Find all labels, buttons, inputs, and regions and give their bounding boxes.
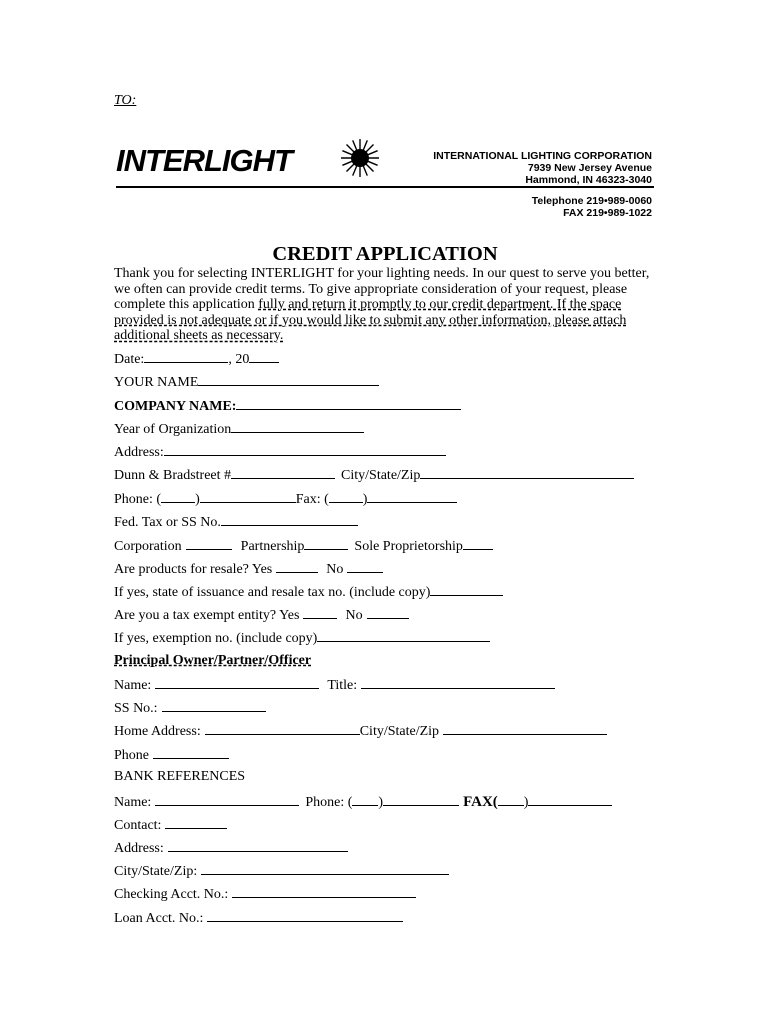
bank-address-label: Address: [114, 841, 164, 856]
resale-tax-field[interactable] [430, 583, 503, 596]
year-org-field[interactable] [231, 420, 364, 433]
interlight-logo: INTERLIGHT [116, 143, 292, 178]
intro-text-1: Thank you for selecting INTERLIGHT for your lighting needs. In our quest to serve you better, we often can provide credit terms. To give appropriate consideration of your request, please complete this application [114, 266, 650, 313]
dunn-label: Dunn & Bradstreet # [114, 468, 232, 483]
fed-tax-label: Fed. Tax or SS No. [114, 515, 221, 530]
bank-phone-area-field[interactable] [352, 793, 378, 806]
tax-exempt-no-label: No [345, 608, 363, 623]
principal-phone-field[interactable] [153, 746, 229, 759]
corporation-label: Corporation [114, 539, 182, 554]
resale-no-field[interactable] [347, 560, 383, 573]
city-state-zip-label: City/State/Zip [341, 468, 421, 483]
loan-row [114, 909, 403, 927]
bank-name-field[interactable] [155, 793, 299, 806]
dunn-row [114, 466, 634, 484]
bank-phone-close-paren: ) [378, 795, 384, 810]
tax-exempt-row [114, 606, 409, 624]
phone-fax-row [114, 490, 457, 508]
resale-if-yes-label: If yes, state of issuance and resale tax no. (include copy) [114, 585, 431, 600]
bank-phone-field[interactable] [383, 793, 459, 806]
company-address-line2: Hammond, IN 46323-3040 [525, 174, 652, 186]
company-name-field[interactable] [236, 397, 461, 410]
ss-no-label: SS No.: [114, 701, 158, 716]
page-title: CREDIT APPLICATION [272, 243, 498, 265]
phone-number-field[interactable] [200, 490, 296, 503]
exemption-label: If yes, exemption no. (include copy) [114, 631, 318, 646]
fax-area-field[interactable] [329, 490, 363, 503]
bank-csz-field[interactable] [201, 862, 449, 875]
bank-fax-area-field[interactable] [498, 793, 524, 806]
phone-close-paren: ) [195, 492, 200, 507]
your-name-field[interactable] [198, 373, 379, 386]
company-name-header: INTERNATIONAL LIGHTING CORPORATION [433, 150, 652, 162]
fax-label: Fax: ( [295, 492, 329, 507]
home-csz-field[interactable] [443, 722, 607, 735]
company-telephone: Telephone 219•989-0060 [531, 195, 652, 207]
year-org-label: Year of Organization [114, 422, 232, 437]
fax-number-field[interactable] [367, 490, 457, 503]
principal-title-label: Title: [327, 678, 358, 693]
company-fax: FAX 219•989-1022 [563, 207, 652, 219]
date-year-label: , 20 [228, 352, 250, 367]
ss-no-row [114, 699, 266, 717]
fax-close-paren: ) [362, 492, 368, 507]
resale-no-label: No [326, 562, 344, 577]
fed-tax-field[interactable] [221, 513, 358, 526]
dunn-field[interactable] [231, 466, 335, 479]
year-org-row [114, 420, 364, 438]
phone-label: Phone: ( [114, 492, 162, 507]
your-name-label: YOUR NAME [114, 375, 199, 390]
date-row [114, 350, 279, 368]
year-field[interactable] [249, 350, 279, 363]
tax-exempt-no-field[interactable] [367, 606, 409, 619]
resale-row [114, 560, 383, 578]
contact-row [114, 816, 227, 834]
city-state-zip-field[interactable] [420, 466, 634, 479]
address-label: Address: [114, 445, 164, 460]
to-label: TO: [114, 93, 137, 108]
home-csz-label: City/State/Zip [359, 724, 440, 739]
date-label: Date: [114, 352, 145, 367]
bank-address-row [114, 839, 348, 857]
corporation-field[interactable] [186, 537, 232, 550]
principal-title-field[interactable] [361, 676, 555, 689]
bank-references-heading: BANK REFERENCES [114, 769, 246, 784]
intro-paragraph [114, 266, 659, 344]
contact-label: Contact: [114, 818, 162, 833]
principal-name-label: Name: [114, 678, 152, 693]
bank-csz-label: City/State/Zip: [114, 864, 198, 879]
checking-label: Checking Acct. No.: [114, 887, 229, 902]
fed-tax-row [114, 513, 358, 531]
ss-no-field[interactable] [162, 699, 266, 712]
resale-if-yes-row [114, 583, 503, 601]
address-field[interactable] [164, 443, 446, 456]
checking-row [114, 885, 416, 903]
sole-prop-field[interactable] [463, 537, 493, 550]
phone-area-field[interactable] [161, 490, 195, 503]
bank-name-label: Name: [114, 795, 152, 810]
home-address-field[interactable] [205, 722, 360, 735]
loan-label: Loan Acct. No.: [114, 911, 204, 926]
date-field[interactable] [144, 350, 228, 363]
partnership-label: Partnership [240, 539, 305, 554]
exemption-row [114, 629, 490, 647]
resale-question: Are products for resale? Yes [114, 562, 273, 577]
sun-logo-icon [340, 138, 380, 178]
exemption-field[interactable] [317, 629, 490, 642]
principal-name-row [114, 676, 555, 694]
company-name-label: COMPANY NAME: [114, 399, 237, 414]
principal-heading: Principal Owner/Partner/Officer [114, 653, 312, 668]
entity-type-row [114, 537, 493, 555]
bank-fax-field[interactable] [528, 793, 612, 806]
address-row [114, 443, 446, 461]
principal-phone-label: Phone [114, 748, 149, 763]
principal-name-field[interactable] [155, 676, 319, 689]
resale-yes-field[interactable] [276, 560, 318, 573]
bank-phone-label: Phone: ( [305, 795, 353, 810]
principal-phone-row [114, 746, 229, 764]
bank-address-field[interactable] [168, 839, 348, 852]
bank-name-row [114, 793, 612, 811]
tax-exempt-question: Are you a tax exempt entity? Yes [114, 608, 300, 623]
checking-field[interactable] [232, 885, 416, 898]
contact-field[interactable] [165, 816, 227, 829]
sole-prop-label: Sole Proprietorship [354, 539, 463, 554]
loan-field[interactable] [207, 909, 403, 922]
home-address-label: Home Address: [114, 724, 201, 739]
partnership-field[interactable] [304, 537, 348, 550]
your-name-row [114, 373, 379, 391]
bank-csz-row [114, 862, 449, 880]
company-address-line1: 7939 New Jersey Avenue [527, 162, 652, 174]
company-name-row [114, 397, 461, 415]
bank-fax-label: FAX( [463, 794, 498, 810]
tax-exempt-yes-field[interactable] [303, 606, 337, 619]
header-divider [116, 186, 654, 188]
bank-fax-close-paren: ) [523, 795, 529, 810]
intro-text-2: fully and return it promptly to our credit department. If the space provided is not adequate or if you would like to submit any other information, please attach additional sheets as necessary. [114, 297, 627, 344]
home-address-row [114, 722, 607, 740]
